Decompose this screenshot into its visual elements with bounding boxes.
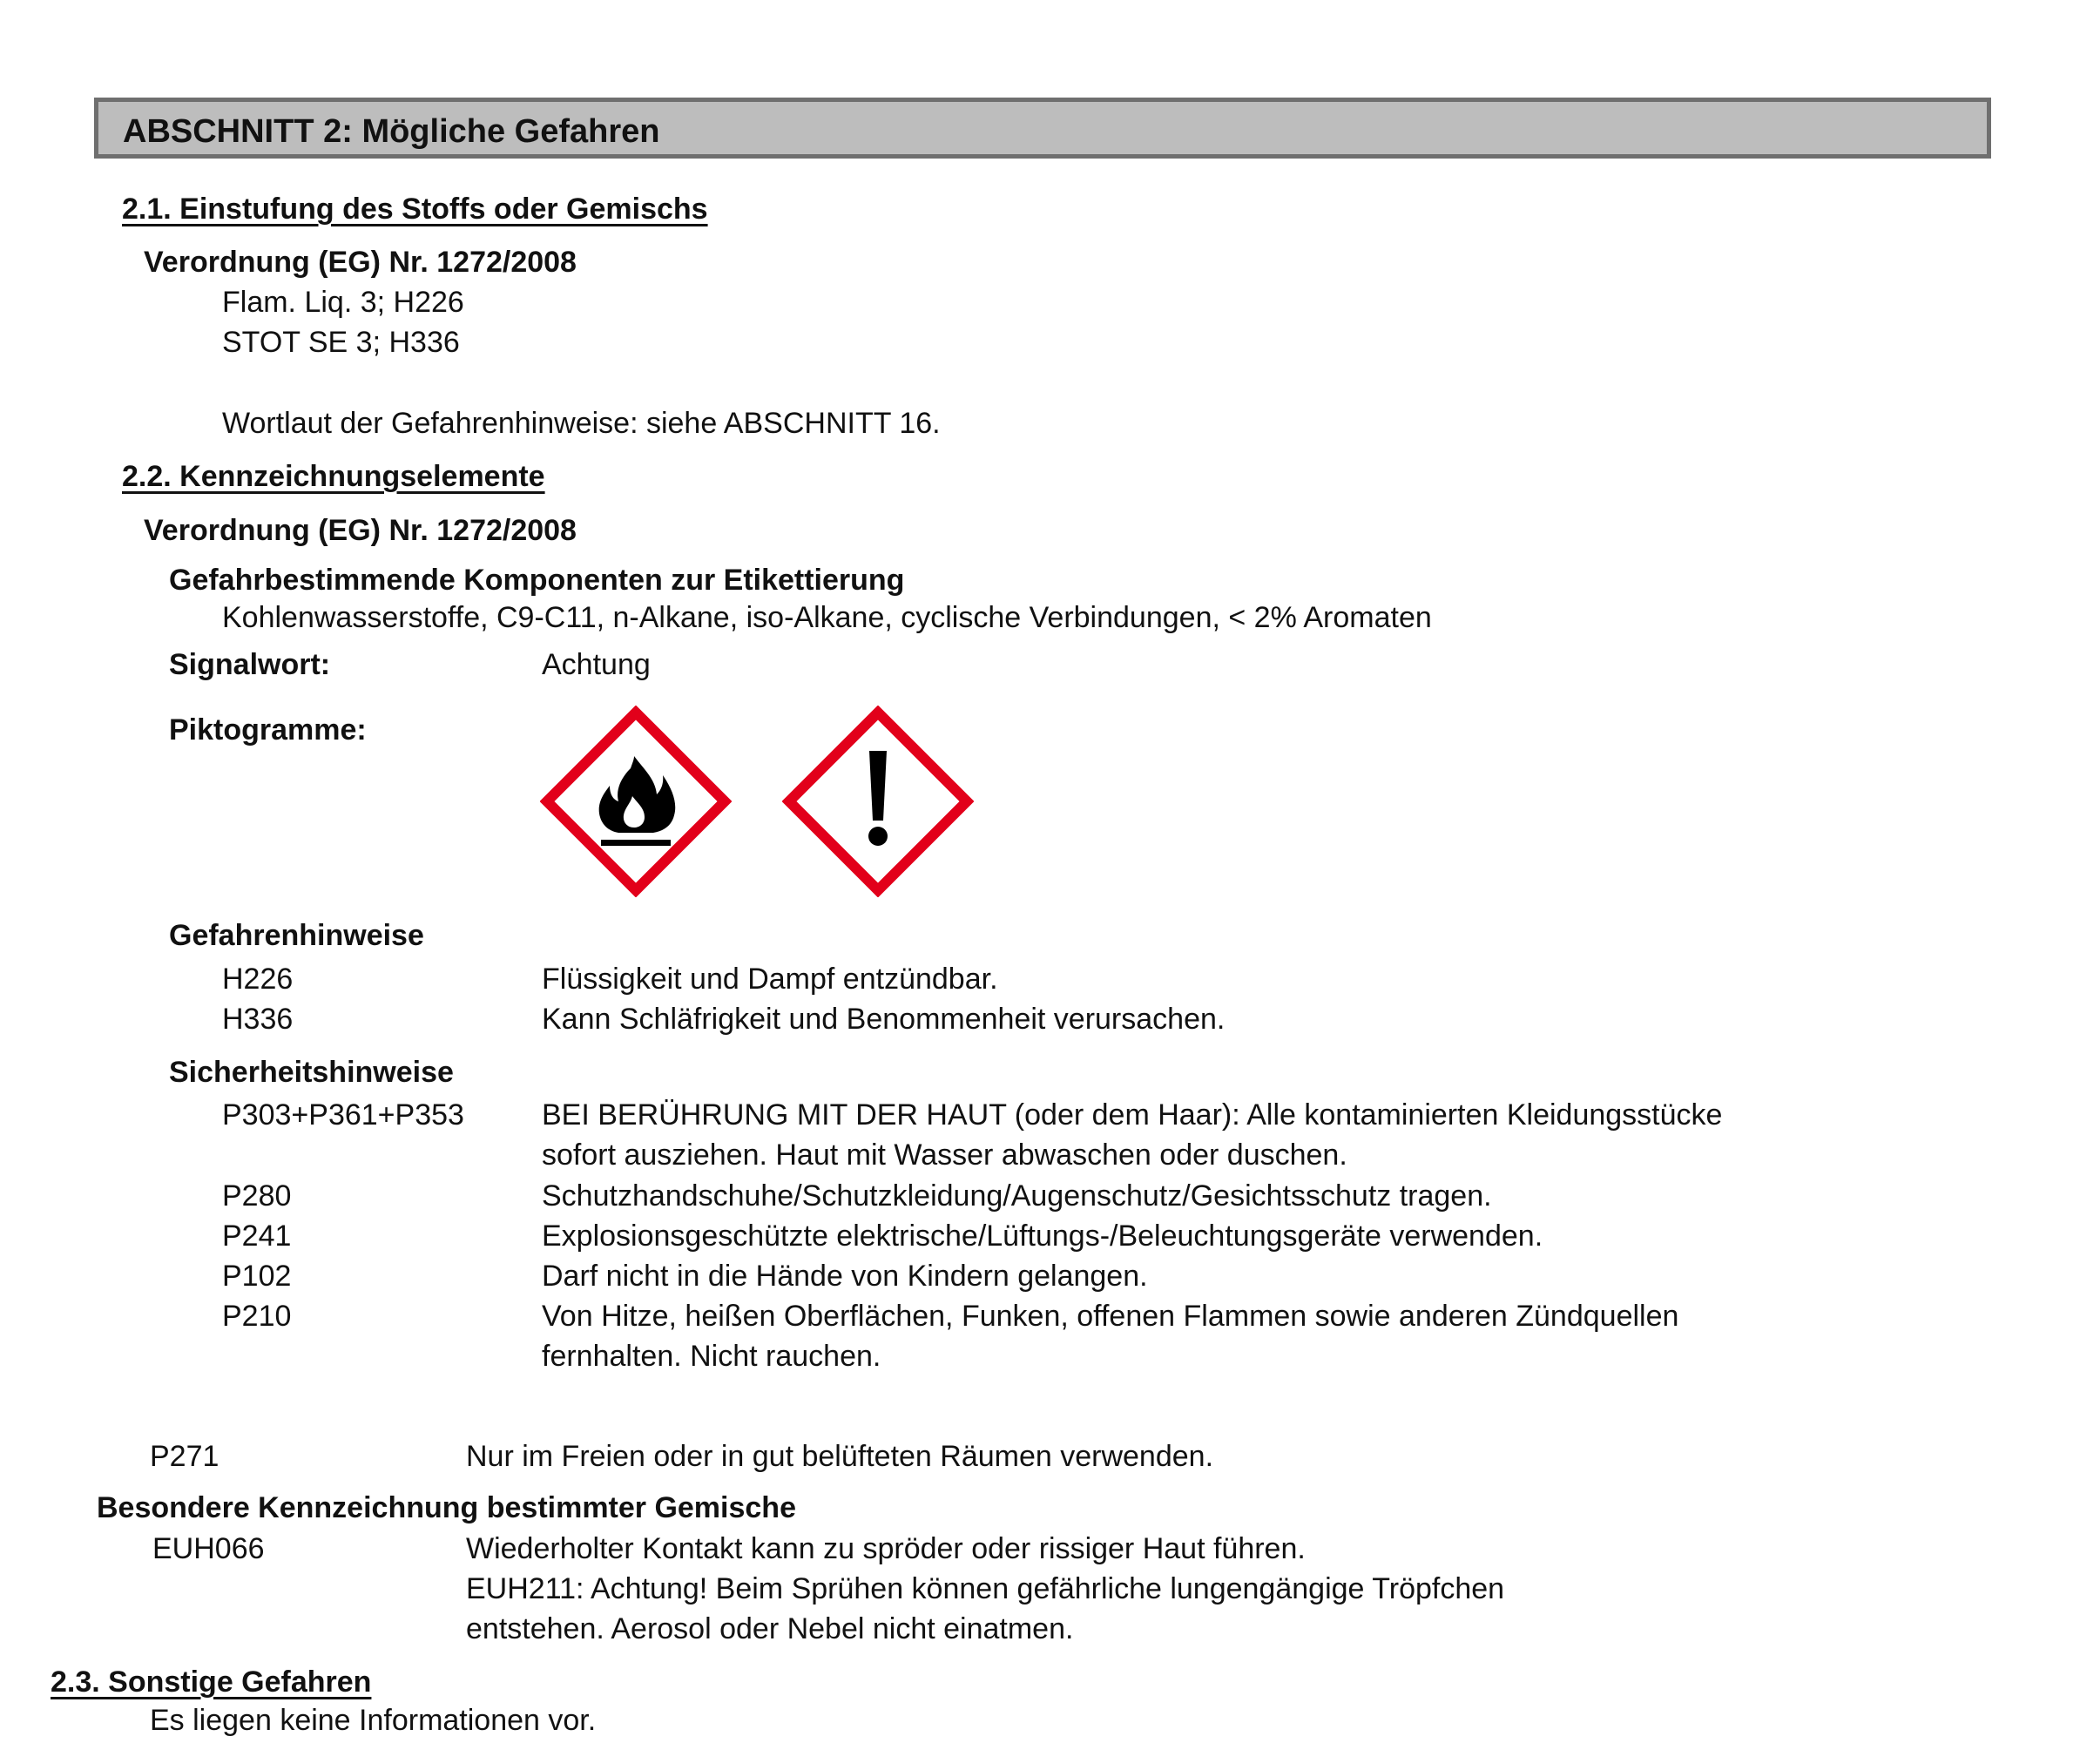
precaution-code: P280 — [222, 1179, 292, 1213]
components-label: Gefahrbestimmende Komponenten zur Etikettierung — [169, 564, 905, 597]
hazard-text: Kann Schläfrigkeit und Benommenheit verursachen. — [542, 1003, 1226, 1036]
precaution-text: fernhalten. Nicht rauchen. — [542, 1340, 881, 1373]
precaution-text: Nur im Freien oder in gut belüfteten Räumen verwenden. — [466, 1440, 1214, 1473]
special-labelling-label: Besondere Kennzeichnung bestimmter Gemische — [97, 1491, 796, 1524]
components-value: Kohlenwasserstoffe, C9-C11, n-Alkane, iso-Alkane, cyclische Verbindungen, < 2% Aromaten — [222, 601, 1432, 634]
exclamation-mark-pictogram-icon — [782, 706, 974, 897]
precaution-text: BEI BERÜHRUNG MIT DER HAUT (oder dem Haar): Alle kontaminierten Kleidungsstücke — [542, 1098, 1723, 1132]
precaution-code: P303+P361+P353 — [222, 1098, 464, 1132]
precaution-text: Schutzhandschuhe/Schutzkleidung/Augenschutz/Gesichtsschutz tragen. — [542, 1179, 1492, 1213]
special-text: EUH211: Achtung! Beim Sprühen können gefährliche lungengängige Tröpfchen — [466, 1572, 1505, 1605]
precaution-statements-label: Sicherheitshinweise — [169, 1056, 454, 1089]
hazard-code: H336 — [222, 1003, 294, 1036]
special-text: Wiederholter Kontakt kann zu spröder oder rissiger Haut führen. — [466, 1532, 1306, 1565]
wording-note: Wortlaut der Gefahrenhinweise: siehe ABSCHNITT 16. — [222, 407, 941, 440]
heading-2-3: 2.3. Sonstige Gefahren — [51, 1665, 372, 1699]
classification-2: STOT SE 3; H336 — [222, 326, 460, 359]
precaution-text: Darf nicht in die Hände von Kindern gelangen. — [542, 1260, 1148, 1293]
regulation-2-2: Verordnung (EG) Nr. 1272/2008 — [144, 514, 577, 547]
precaution-text: Explosionsgeschützte elektrische/Lüftungs-/Beleuchtungsgeräte verwenden. — [542, 1219, 1543, 1253]
signal-word-value: Achtung — [542, 648, 651, 681]
precaution-code: P241 — [222, 1219, 292, 1253]
precaution-text: sofort ausziehen. Haut mit Wasser abwaschen oder duschen. — [542, 1138, 1347, 1172]
precaution-text: Von Hitze, heißen Oberflächen, Funken, offenen Flammen sowie anderen Zündquellen — [542, 1300, 1679, 1333]
classification-1: Flam. Liq. 3; H226 — [222, 286, 464, 319]
flame-pictogram-icon — [540, 706, 732, 897]
heading-2-1: 2.1. Einstufung des Stoffs oder Gemischs — [122, 193, 708, 226]
regulation-2-1: Verordnung (EG) Nr. 1272/2008 — [144, 246, 577, 279]
special-code: EUH066 — [152, 1532, 265, 1565]
section-title: ABSCHNITT 2: Mögliche Gefahren — [123, 113, 660, 150]
signal-word-label: Signalwort: — [169, 648, 331, 681]
precaution-code: P271 — [150, 1440, 219, 1473]
precaution-code: P102 — [222, 1260, 292, 1293]
hazard-statements-label: Gefahrenhinweise — [169, 919, 424, 952]
hazard-code: H226 — [222, 963, 294, 996]
precaution-code: P210 — [222, 1300, 292, 1333]
hazard-text: Flüssigkeit und Dampf entzündbar. — [542, 963, 998, 996]
section-header — [94, 98, 1991, 159]
special-text: entstehen. Aerosol oder Nebel nicht einatmen. — [466, 1612, 1074, 1645]
other-hazards-text: Es liegen keine Informationen vor. — [150, 1704, 597, 1737]
heading-2-2: 2.2. Kennzeichnungselemente — [122, 460, 545, 493]
pictograms-label: Piktogramme: — [169, 713, 367, 747]
